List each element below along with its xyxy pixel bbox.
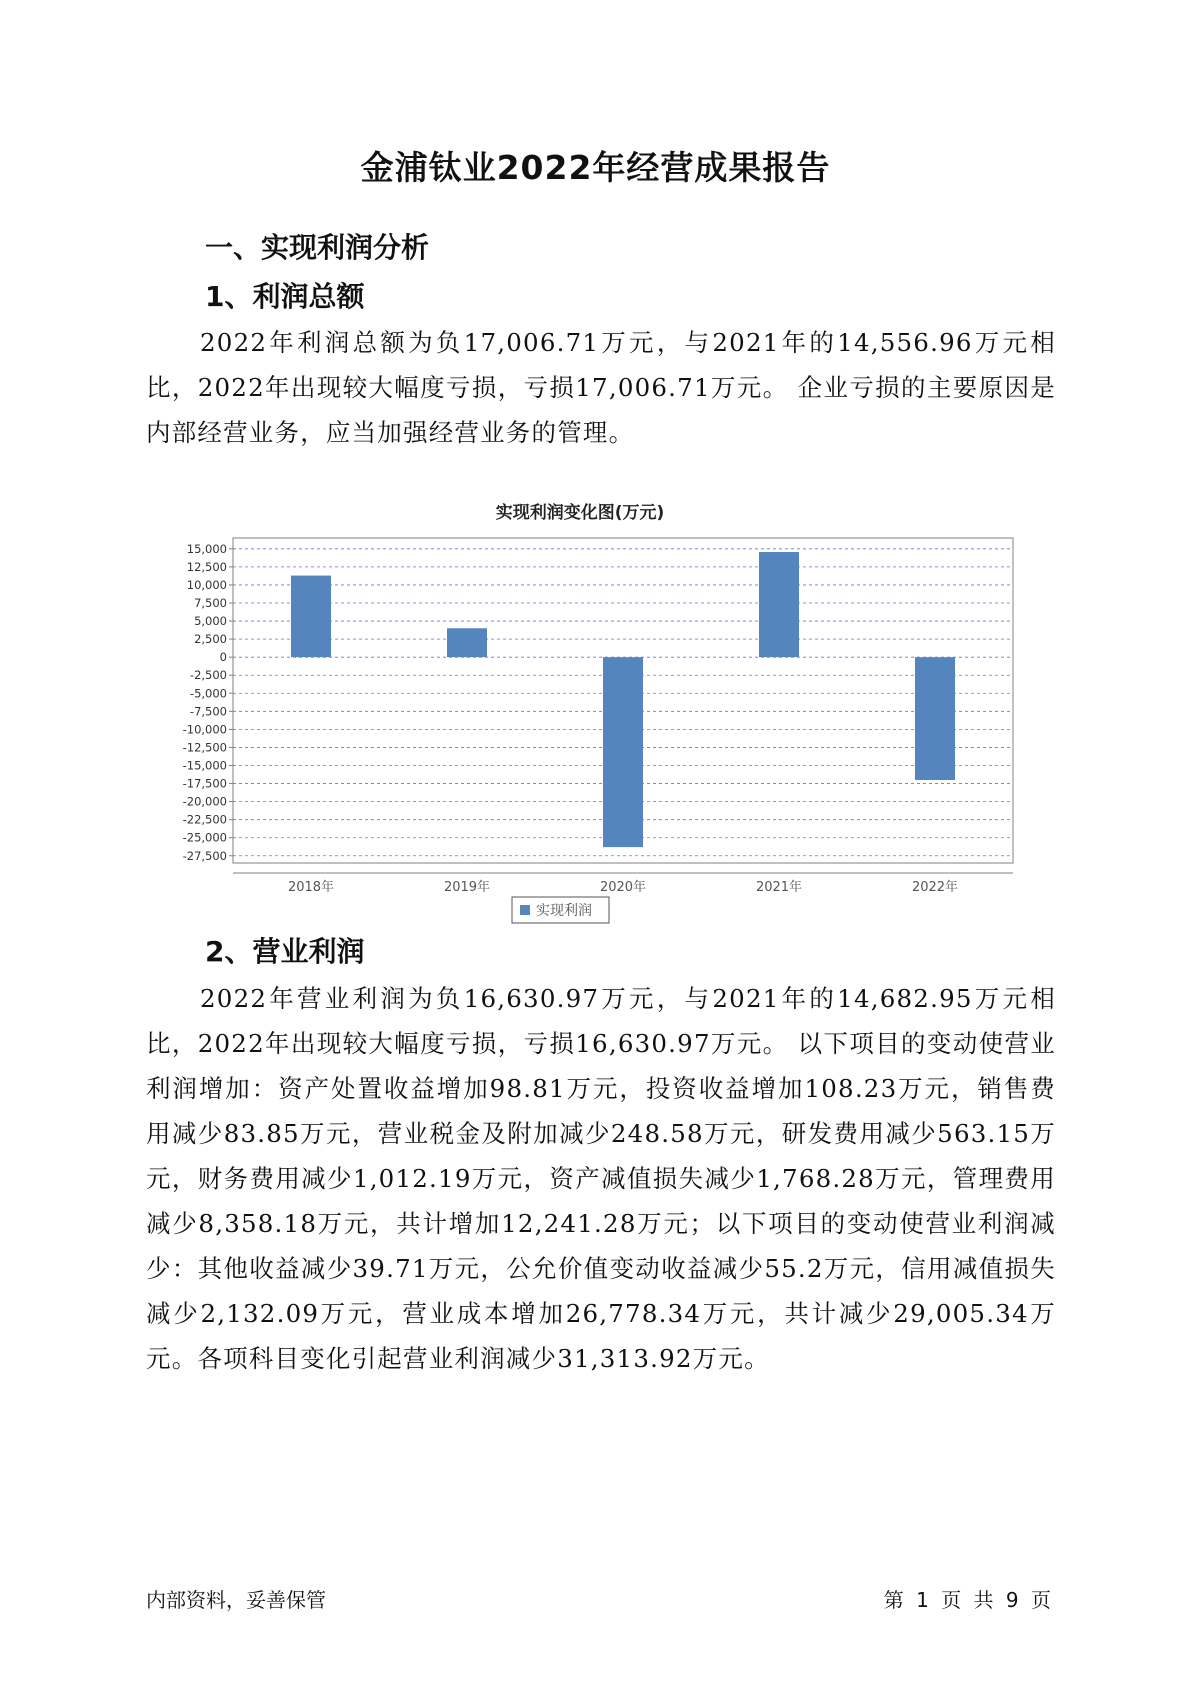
bar-2022年 [915,657,955,780]
document-title: 金浦钛业2022年经营成果报告 [360,148,831,187]
total-profit-paragraph: 2022年利润总额为负17,006.71万元，与2021年的14,556.96万元相比，2022年出现较大幅度亏损，亏损17,006.71万元。 企业亏损的主要原因是内部经营业务，应当加强经营业务的管理。 [146,328,1056,447]
subsection-heading-total-profit: 1、利润总额 [205,280,365,313]
bar-2021年 [759,552,799,657]
y-tick-label: -2,500 [189,668,227,683]
legend-label: 实现利润 [536,903,592,919]
section-heading-profit-analysis: 一、实现利润分析 [205,231,430,264]
chart-title: 实现利润变化图(万元) [495,503,665,523]
operating-profit-paragraph: 2022年营业利润为负16,630.97万元，与2021年的14,682.95万元相比，2022年出现较大幅度亏损，亏损16,630.97万元。 以下项目的变动使营业利润增加：资产处置收益增加98.81万元，投资收益增加108.23万元，销售费用减少83.85万元，营业税金及附加减少248.58万元，研发费用减少563.15万元，财务费用减少1,012.19万元，资产减值损失减少1,768.28万元，管理费用减少8,358.18万元，共计增加12,241.28万元；以下项目的变动使营业利润减少：其他收益减少39.71万元，公允价值变动收益减少55.2万元，信用减值损失减少2,132.09万元，营业成本增加26,778.34万元，共计减少29,005.34万元。各项科目变化引起营业利润减少31,313.92万元。 [146,984,1056,1373]
y-tick-label: 7,500 [194,596,227,610]
y-tick-label: -17,500 [182,776,227,791]
footer-confidential-note: 内部资料，妥善保管 [146,1588,326,1612]
x-tick-label: 2019年 [443,880,491,895]
y-tick-label: 15,000 [186,541,227,556]
y-tick-label: -22,500 [182,812,227,827]
y-tick-label: 12,500 [186,559,227,574]
y-tick-label: -12,500 [182,740,227,755]
y-tick-label: 2,500 [194,632,227,647]
bar-2020年 [603,657,643,847]
x-tick-label: 2020年 [599,880,647,895]
x-tick-label: 2018年 [287,880,335,895]
profit-change-chart [140,495,1020,955]
bar-2018年 [291,576,331,658]
profit-bar-chart-svg [140,495,1020,955]
subsection-heading-operating-profit: 2、营业利润 [205,935,365,968]
y-tick-label: -7,500 [189,704,227,719]
y-tick-label: -20,000 [182,794,227,809]
y-tick-label: -27,500 [182,848,227,863]
y-tick-label: 10,000 [186,577,227,592]
y-tick-label: 5,000 [194,614,227,629]
x-tick-label: 2022年 [911,880,959,895]
legend [512,897,609,923]
bar-2019年 [447,628,487,657]
y-tick-label: -10,000 [182,722,227,737]
y-tick-label: -5,000 [189,686,227,701]
y-tick-label: -25,000 [182,830,227,845]
y-tick-label: 0 [219,650,227,665]
footer-page-number: 第 1 页 共 9 页 [883,1588,1051,1612]
y-tick-label: -15,000 [182,758,227,773]
y-axis-ticks [183,542,233,863]
x-axis-ticks [288,879,958,895]
x-tick-label: 2021年 [755,880,803,895]
legend-swatch [520,905,530,915]
